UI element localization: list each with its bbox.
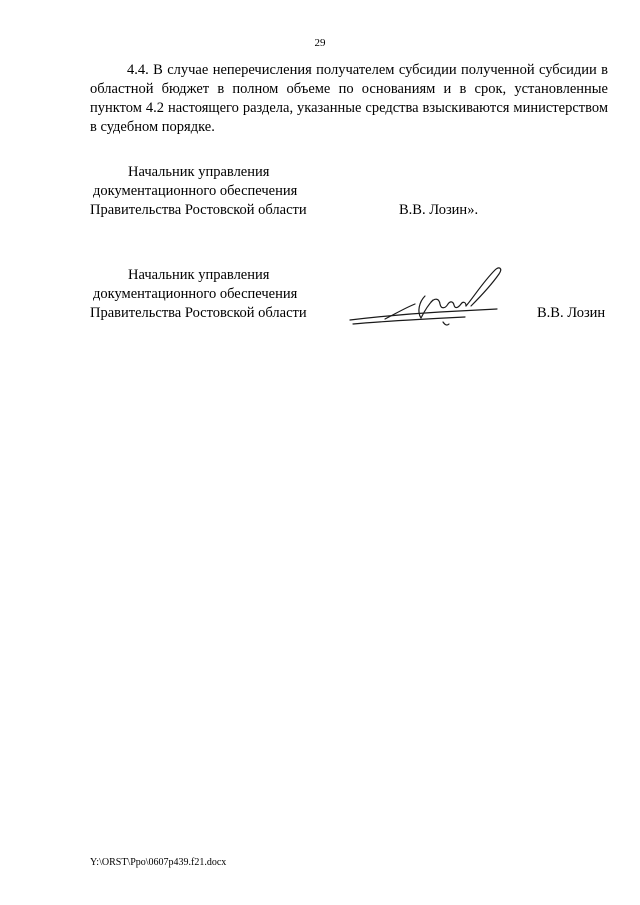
sig1-title-line1: Начальник управления <box>128 164 270 180</box>
page-number: 29 <box>314 37 326 49</box>
sig2-title-line2: документационного обеспечения <box>93 286 298 302</box>
sig1-title-line2: документационного обеспечения <box>93 183 298 199</box>
body-paragraph: 4.4. В случае неперечисления получателем субсидии полученной субсидии в областной бюджет в полном объеме по основаниям и в срок, установленные пунктом 4.2 настоящего раздела, указанные средства взыскиваются министерством в судебном порядке. <box>90 62 608 135</box>
sig2-title-line1: Начальник управления <box>128 267 270 283</box>
sig2-title-line3: Правительства Ростовской области <box>90 305 307 321</box>
signature-block-2-title <box>90 266 330 323</box>
sig1-title-line3: Правительства Ростовской области <box>90 202 307 218</box>
signature-block-1-title <box>90 163 330 220</box>
footer-file-path: Y:\ORST\Ppo\0607p439.f21.docx <box>90 857 227 868</box>
handwritten-signature-icon <box>345 262 505 332</box>
sig2-name: В.В. Лозин <box>537 305 606 321</box>
sig1-name: В.В. Лозин». <box>399 202 479 218</box>
